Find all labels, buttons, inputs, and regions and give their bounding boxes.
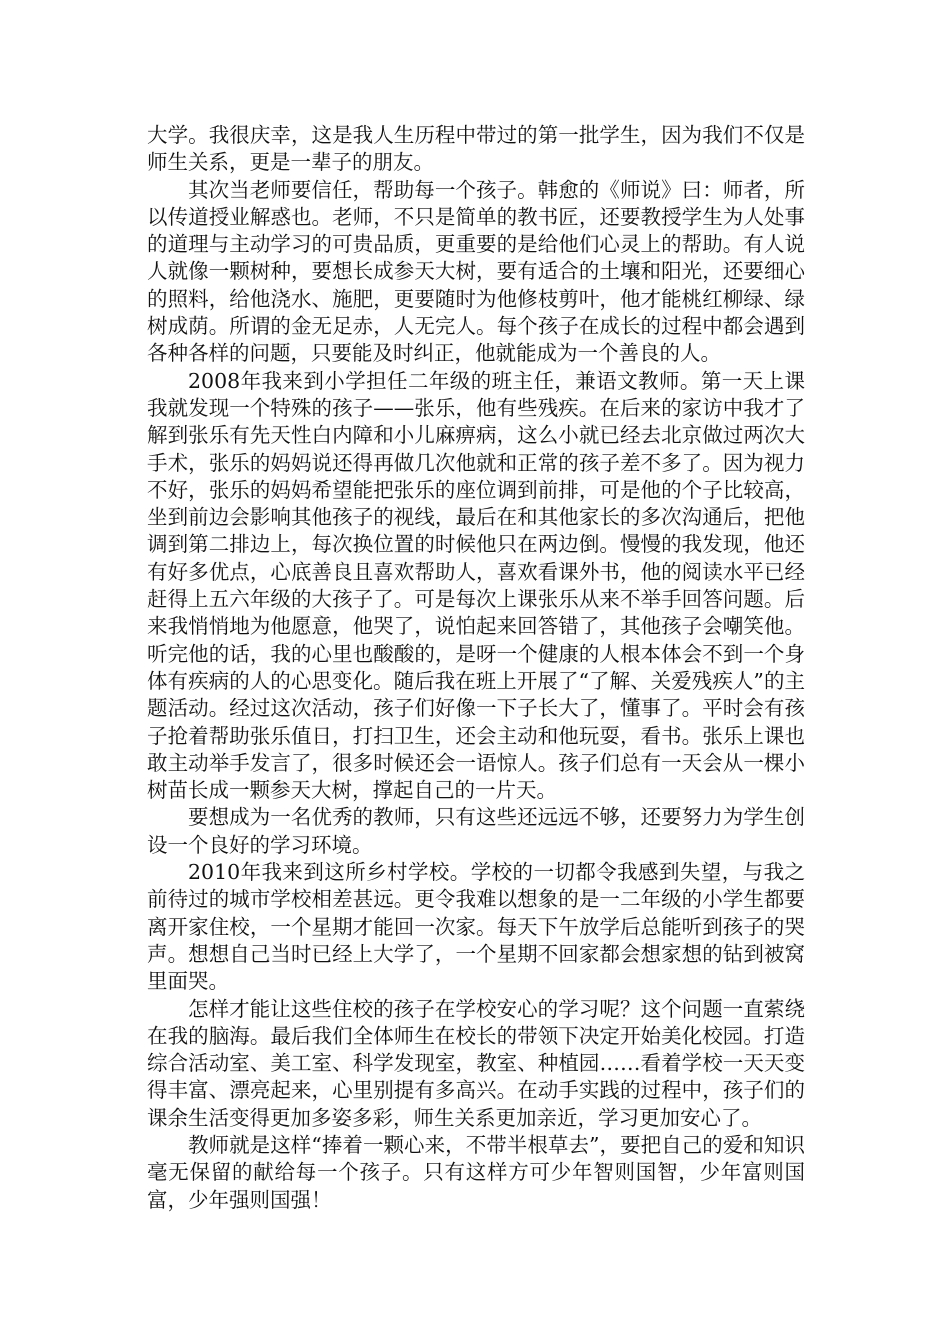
paragraph-environment: 要想成为一名优秀的教师，只有这些还远远不够，还要努力为学生创设一个良好的学习环境。 [147,805,805,857]
paragraph-village-school: 2010年我来到这所乡村学校。学校的一切都令我感到失望，与我之前待过的城市学校相差甚远。更令我难以想象的是一二年级的小学生都要离开家住校，一个星期才能回一次家。每天下午放学后总能听到孩子的哭声。想想自己当时已经上大学了，一个星期不回家都会想家想的钻到被窝里面哭。 [147,860,805,994]
document-body [147,122,805,1214]
paragraph-continued: 大学。我很庆幸，这是我人生历程中带过的第一批学生，因为我们不仅是师生关系，更是一辈子的朋友。 [147,123,805,175]
paragraph-campus: 怎样才能让这些住校的孩子在学校安心的学习呢？这个问题一直萦绕在我的脑海。最后我们全体师生在校长的带领下决定开始美化校园。打造综合活动室、美工室、科学发现室，教室、种植园……看着学校一天天变得丰富、漂亮起来，心里别提有多高兴。在动手实践的过程中，孩子们的课余生活变得更加多姿多彩，师生关系更加亲近，学习更加安心了。 [147,996,805,1130]
paragraph-trust: 其次当老师要信任，帮助每一个孩子。韩愈的《师说》曰：师者，所以传道授业解惑也。老师，不只是简单的教书匠，还要教授学生为人处事的道理与主动学习的可贵品质，更重要的是给他们心灵上的帮助。有人说人就像一颗树种，要想长成参天大树，要有适合的土壤和阳光，还要细心的照料，给他浇水、施肥，更要随时为他修枝剪叶，他才能桃红柳绿、绿树成荫。所谓的金无足赤，人无完人。每个孩子在成长的过程中都会遇到各种各样的问题，只要能及时纠正，他就能成为一个善良的人。 [147,177,805,366]
paragraph-conclusion: 教师就是这样“捧着一颗心来，不带半根草去”，要把自己的爱和知识毫无保留的献给每一个孩子。只有这样方可少年智则国智，少年富则国富，少年强则国强！ [147,1132,805,1212]
paragraph-zhangle: 2008年我来到小学担任二年级的班主任，兼语文教师。第一天上课我就发现一个特殊的孩子——张乐，他有些残疾。在后来的家访中我才了解到张乐有先天性白内障和小儿麻痹病，这么小就已经去北京做过两次大手术，张乐的妈妈说还得再做几次他就和正常的孩子差不多了。因为视力不好，张乐的妈妈希望能把张乐的座位调到前排，可是他的个子比较高，坐到前边会影响其他孩子的视线，最后在和其他家长的多次沟通后，把他调到第二排边上，每次换位置的时候他只在两边倒。慢慢的我发现，他还有好多优点，心底善良且喜欢帮助人，喜欢看课外书，他的阅读水平已经赶得上五六年级的大孩子了。可是每次上课张乐从来不举手回答问题。后来我悄悄地为他愿意，他哭了，说怕起来回答错了，其他孩子会嘲笑他。听完他的话，我的心里也酸酸的，是呀一个健康的人根本体会不到一个身体有疾病的人的心思变化。随后我在班上开展了“了解、关爱残疾人”的主题活动。经过这次活动，孩子们好像一下子长大了，懂事了。平时会有孩子抢着帮助张乐值日，打扫卫生，还会主动和他玩耍，看书。张乐上课也敢主动举手发言了，很多时候还会一语惊人。孩子们总有一天会从一棵小树苗长成一颗参天大树，撑起自己的一片天。 [147,368,805,803]
